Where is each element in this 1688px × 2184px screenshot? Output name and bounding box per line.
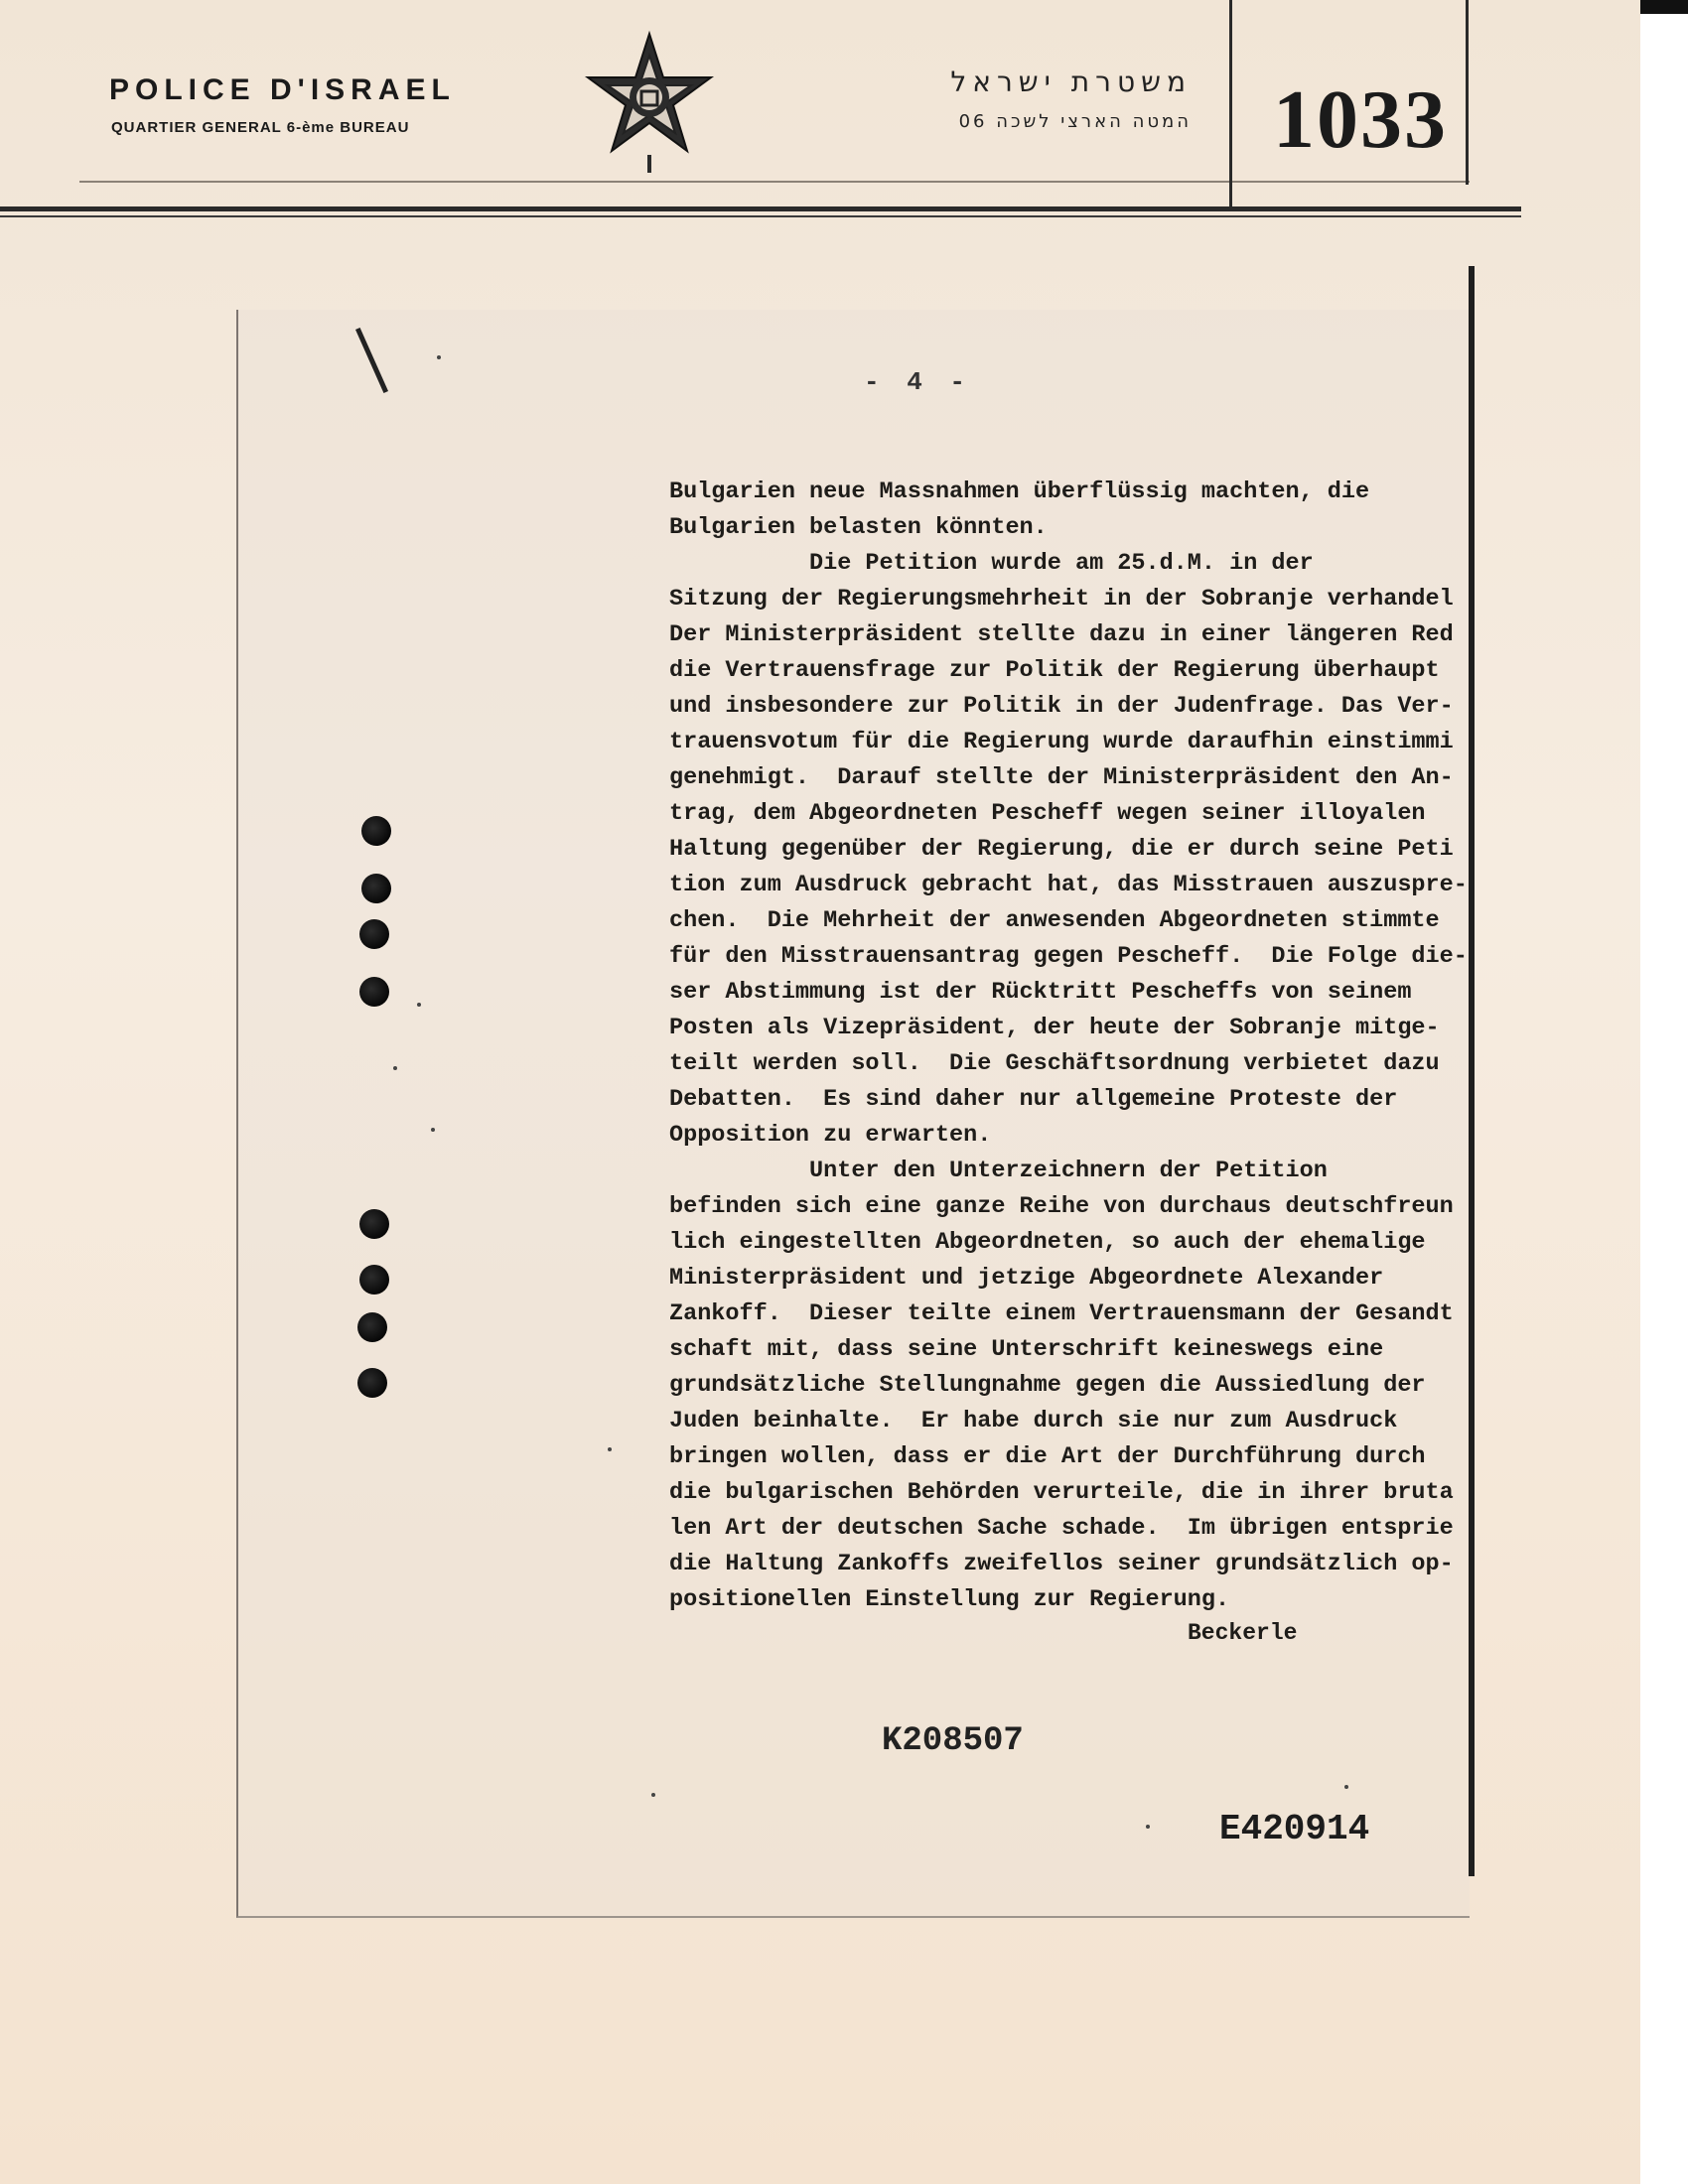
punch-hole: [359, 977, 389, 1007]
header-divider: [1229, 0, 1232, 208]
text-line: Unter den Unterzeichnern der Petition: [669, 1158, 1328, 1184]
text-line: chen. Die Mehrheit der anwesenden Abgeordneten stimmte: [669, 907, 1440, 934]
org-subtitle-hebrew: המטה הארצי לשכה 06: [958, 111, 1192, 132]
text-line: Der Ministerpräsident stellte dazu in einer längeren Red: [669, 621, 1454, 648]
speck: [417, 1003, 421, 1007]
file-reference-e: E420914: [1219, 1809, 1370, 1849]
text-line: tion zum Ausdruck gebracht hat, das Misstrauen auszuspre-: [669, 872, 1468, 898]
text-line: genehmigt. Darauf stellte der Ministerpräsident den An-: [669, 764, 1454, 791]
speck: [1146, 1825, 1150, 1829]
header-rule: [79, 181, 1470, 183]
text-line: teilt werden soll. Die Geschäftsordnung verbietet dazu: [669, 1050, 1440, 1077]
text-line: grundsätzliche Stellungnahme gegen die Aussiedlung der: [669, 1372, 1426, 1399]
text-line: len Art der deutschen Sache schade. Im übrigen entsprie: [669, 1515, 1454, 1542]
text-line: und insbesondere zur Politik in der Judenfrage. Das Ver-: [669, 693, 1454, 720]
header-divider: [1466, 0, 1469, 185]
text-line: Ministerpräsident und jetzige Abgeordnete Alexander: [669, 1265, 1384, 1292]
header-rule: [0, 215, 1521, 217]
text-line: Sitzung der Regierungsmehrheit in der Sobranje verhandel: [669, 586, 1454, 613]
text-line: Juden beinhalte. Er habe durch sie nur zum Ausdruck: [669, 1408, 1398, 1434]
punch-hole: [357, 1312, 387, 1342]
text-line: für den Misstrauensantrag gegen Pescheff. Die Folge die-: [669, 943, 1468, 970]
text-line: trauensvotum für die Regierung wurde daraufhin einstimmi: [669, 729, 1454, 755]
speck: [393, 1066, 397, 1070]
text-line: trag, dem Abgeordneten Pescheff wegen seiner illoyalen: [669, 800, 1426, 827]
file-reference-k: K208507: [882, 1722, 1024, 1760]
speck: [431, 1128, 435, 1132]
org-subtitle-french: QUARTIER GENERAL 6-ème BUREAU: [111, 119, 410, 136]
corner-mark: [1640, 0, 1688, 14]
header-rule: [0, 206, 1521, 211]
text-line: Bulgarien belasten könnten.: [669, 514, 1048, 541]
page-margin-strip: [1640, 0, 1688, 2184]
text-line: die bulgarischen Behörden verurteile, die in ihrer bruta: [669, 1479, 1454, 1506]
letterhead: [0, 0, 1640, 228]
document-number: 1033: [1273, 73, 1448, 166]
punch-hole: [359, 919, 389, 949]
police-star-emblem-icon: [580, 30, 719, 179]
text-line: bringen wollen, dass er die Art der Durchführung durch: [669, 1443, 1426, 1470]
speck: [437, 355, 441, 359]
text-line: Posten als Vizepräsident, der heute der Sobranje mitge-: [669, 1015, 1440, 1041]
punch-hole: [361, 816, 391, 846]
punch-hole: [359, 1209, 389, 1239]
org-name-french: POLICE D'ISRAEL: [109, 73, 456, 106]
text-line: die Haltung Zankoffs zweifellos seiner grundsätzlich op-: [669, 1551, 1454, 1577]
page-number: - 4 -: [864, 367, 972, 397]
text-line: befinden sich eine ganze Reihe von durchaus deutschfreun: [669, 1193, 1454, 1220]
text-line: die Vertrauensfrage zur Politik der Regierung überhaupt: [669, 657, 1440, 684]
text-line: Zankoff. Dieser teilte einem Vertrauensmann der Gesandt: [669, 1300, 1454, 1327]
text-line: Haltung gegenüber der Regierung, die er durch seine Peti: [669, 836, 1454, 863]
text-line: Die Petition wurde am 25.d.M. in der: [669, 550, 1314, 577]
org-name-hebrew: משטרת ישראל: [950, 66, 1192, 98]
speck: [608, 1447, 612, 1451]
text-line: Bulgarien neue Massnahmen überflüssig machten, die: [669, 478, 1370, 505]
speck: [651, 1793, 655, 1797]
punch-hole: [361, 874, 391, 903]
speck: [1344, 1785, 1348, 1789]
text-line: Debatten. Es sind daher nur allgemeine Proteste der: [669, 1086, 1398, 1113]
text-line: ser Abstimmung ist der Rücktritt Pescheffs von seinem: [669, 979, 1412, 1006]
text-line: lich eingestellten Abgeordneten, so auch der ehemalige: [669, 1229, 1426, 1256]
document-body: [669, 475, 1483, 1618]
text-line: Opposition zu erwarten.: [669, 1122, 992, 1149]
text-line: positionellen Einstellung zur Regierung.: [669, 1586, 1230, 1613]
punch-hole: [357, 1368, 387, 1398]
punch-hole: [359, 1265, 389, 1295]
text-line: schaft mit, dass seine Unterschrift keineswegs eine: [669, 1336, 1384, 1363]
signature: Beckerle: [1188, 1620, 1298, 1646]
